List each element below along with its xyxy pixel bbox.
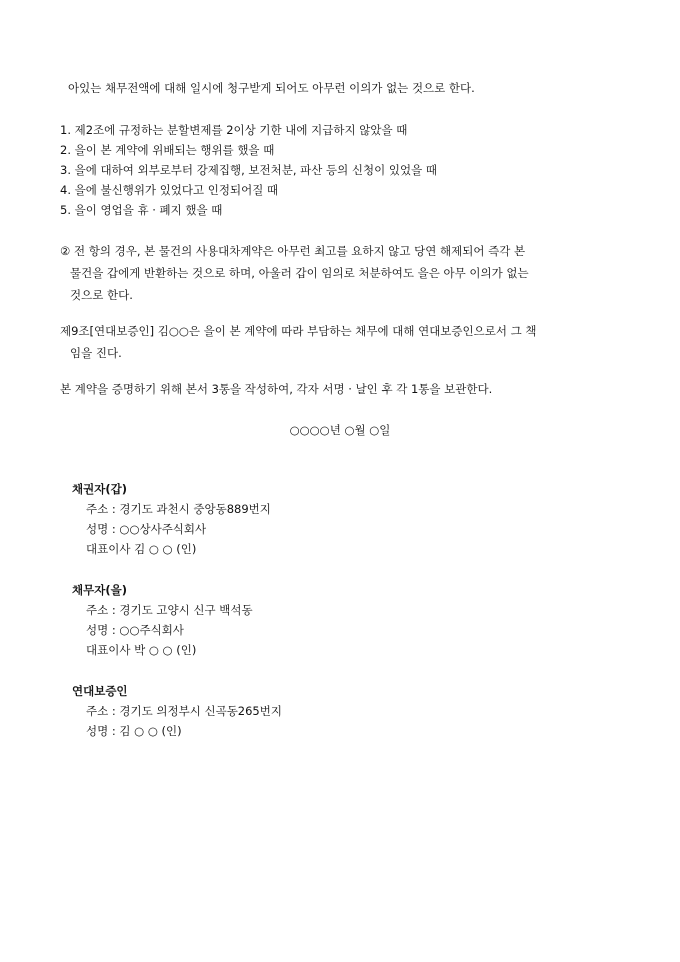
creditor-block	[72, 479, 271, 559]
debtor-address: 주소 : 경기도 고양시 신구 백석동	[86, 603, 253, 617]
closing-statement: 본 계약을 증명하기 위해 본서 3통을 작성하여, 각자 서명 · 날인 후 각 1통을 보관한다.	[60, 382, 493, 396]
debtor-representative: 대표이사 박 ○ ○ (인)	[86, 643, 197, 657]
list-item: 4. 을에 불신행위가 있었다고 인정되어질 때	[60, 183, 279, 197]
clause-2-line-2: 물건을 갑에게 반환하는 것으로 하며, 아울러 갑이 임의로 처분하여도 을은 아무 이의가 없는	[70, 266, 529, 280]
default-conditions-list	[60, 120, 437, 220]
list-item: 2. 을이 본 계약에 위배되는 행위를 했을 때	[60, 143, 275, 157]
contract-date: ○○○○년 ○월 ○일	[289, 423, 391, 437]
debtor-block	[72, 580, 253, 660]
creditor-name: 성명 : ○○상사주식회사	[86, 522, 207, 536]
article-9-line-2: 임을 진다.	[70, 346, 122, 360]
clause-2-line-1: ② 전 항의 경우, 본 물건의 사용대차계약은 아무런 최고를 요하지 않고 당연 해제되어 즉각 본	[60, 244, 526, 258]
list-item: 3. 을에 대하여 외부로부터 강제집행, 보전처분, 파산 등의 신청이 있었을 때	[60, 163, 437, 177]
creditor-title: 채권자(갑)	[72, 482, 127, 496]
clause-2-paragraph	[60, 240, 622, 306]
guarantor-title: 연대보증인	[72, 684, 128, 698]
guarantor-address: 주소 : 경기도 의정부시 신곡동265번지	[86, 704, 282, 718]
creditor-representative: 대표이사 김 ○ ○ (인)	[86, 542, 197, 556]
creditor-address: 주소 : 경기도 과천시 중앙동889번지	[86, 502, 271, 516]
list-item: 1. 제2조에 규정하는 분할변제를 2이상 기한 내에 지급하지 않았을 때	[60, 123, 408, 137]
guarantor-block	[72, 681, 282, 741]
article-9-paragraph	[60, 320, 622, 364]
guarantor-name: 성명 : 김 ○ ○ (인)	[86, 724, 182, 738]
clause-2-line-3: 것으로 한다.	[70, 288, 133, 302]
debtor-title: 채무자(을)	[72, 583, 127, 597]
intro-paragraph: 아있는 채무전액에 대해 일시에 청구받게 되어도 아무런 이의가 없는 것으로 한다.	[68, 81, 475, 95]
list-item: 5. 을이 영업을 휴 · 폐지 했을 때	[60, 203, 223, 217]
debtor-name: 성명 : ○○주식회사	[86, 623, 184, 637]
article-9-line-1: 제9조[연대보증인] 김○○은 을이 본 계약에 따라 부담하는 채무에 대해 연대보증인으로서 그 책	[60, 324, 537, 338]
